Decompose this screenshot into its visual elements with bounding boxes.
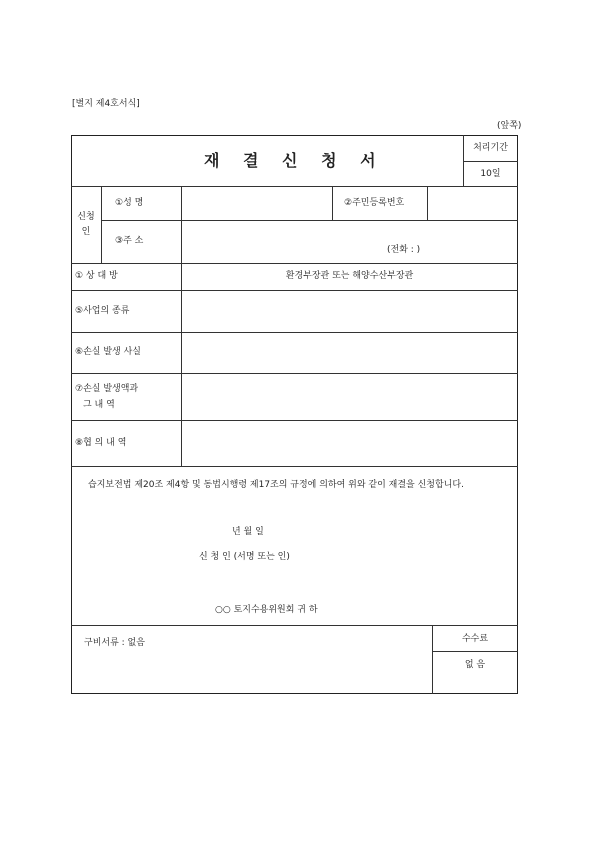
name-field[interactable]	[182, 187, 331, 219]
page-side-label: (앞쪽)	[497, 121, 522, 131]
consultation-label: ⑧협 의 내 역	[75, 438, 127, 448]
divider-consultation	[71, 466, 518, 467]
divider-name-rrn	[332, 186, 333, 220]
phone-label: (전화 : )	[387, 245, 421, 255]
attachments-label: 구비서류 : 없음	[84, 638, 145, 648]
business-type-field[interactable]	[182, 291, 517, 331]
address-field[interactable]	[182, 221, 517, 262]
loss-fact-label: ⑥손실 발생 사실	[75, 347, 141, 357]
applicant-signature-line: 신 청 인 (서명 또는 인)	[199, 552, 290, 562]
business-type-label: ⑤사업의 종류	[75, 306, 130, 316]
declaration-date: 년 월 일	[232, 527, 264, 537]
applicant-section-label-1: 신청	[77, 212, 95, 222]
consultation-field[interactable]	[182, 421, 517, 465]
divider-declaration	[71, 625, 518, 626]
processing-value: 10일	[480, 169, 501, 179]
divider-processing	[463, 161, 518, 162]
processing-label: 처리기간	[473, 143, 508, 153]
counterparty-label: ① 상 대 방	[75, 271, 118, 281]
divider-section-vertical	[101, 186, 102, 263]
rrn-label: ②주민등록번호	[344, 198, 405, 208]
rrn-field[interactable]	[428, 187, 517, 219]
counterparty-value: 환경부장관 또는 해양수산부장관	[285, 271, 414, 281]
loss-amount-label-2: 그 내 역	[83, 400, 115, 410]
form-label: [별지 제4호서식]	[72, 99, 140, 109]
loss-amount-field[interactable]	[182, 374, 517, 419]
loss-fact-field[interactable]	[182, 333, 517, 372]
fee-value: 없 음	[464, 660, 486, 670]
fee-label: 수수료	[461, 634, 489, 644]
page-title: 재 결 신 청 서	[204, 151, 385, 170]
declaration-text: 습지보전법 제20조 제4항 및 동법시행령 제17조의 규정에 의하여 위와 같이 재결을 신청합니다.	[88, 480, 464, 490]
applicant-section-label-2: 인	[81, 227, 91, 237]
name-label: ①성 명	[115, 198, 144, 208]
loss-amount-label-1: ⑦손실 발생액과	[75, 384, 139, 394]
divider-address	[71, 263, 518, 264]
divider-fee	[432, 651, 518, 652]
recipient-line: ○○ 토지수용위원회 귀 하	[215, 605, 318, 615]
address-label: ③주 소	[115, 236, 144, 246]
